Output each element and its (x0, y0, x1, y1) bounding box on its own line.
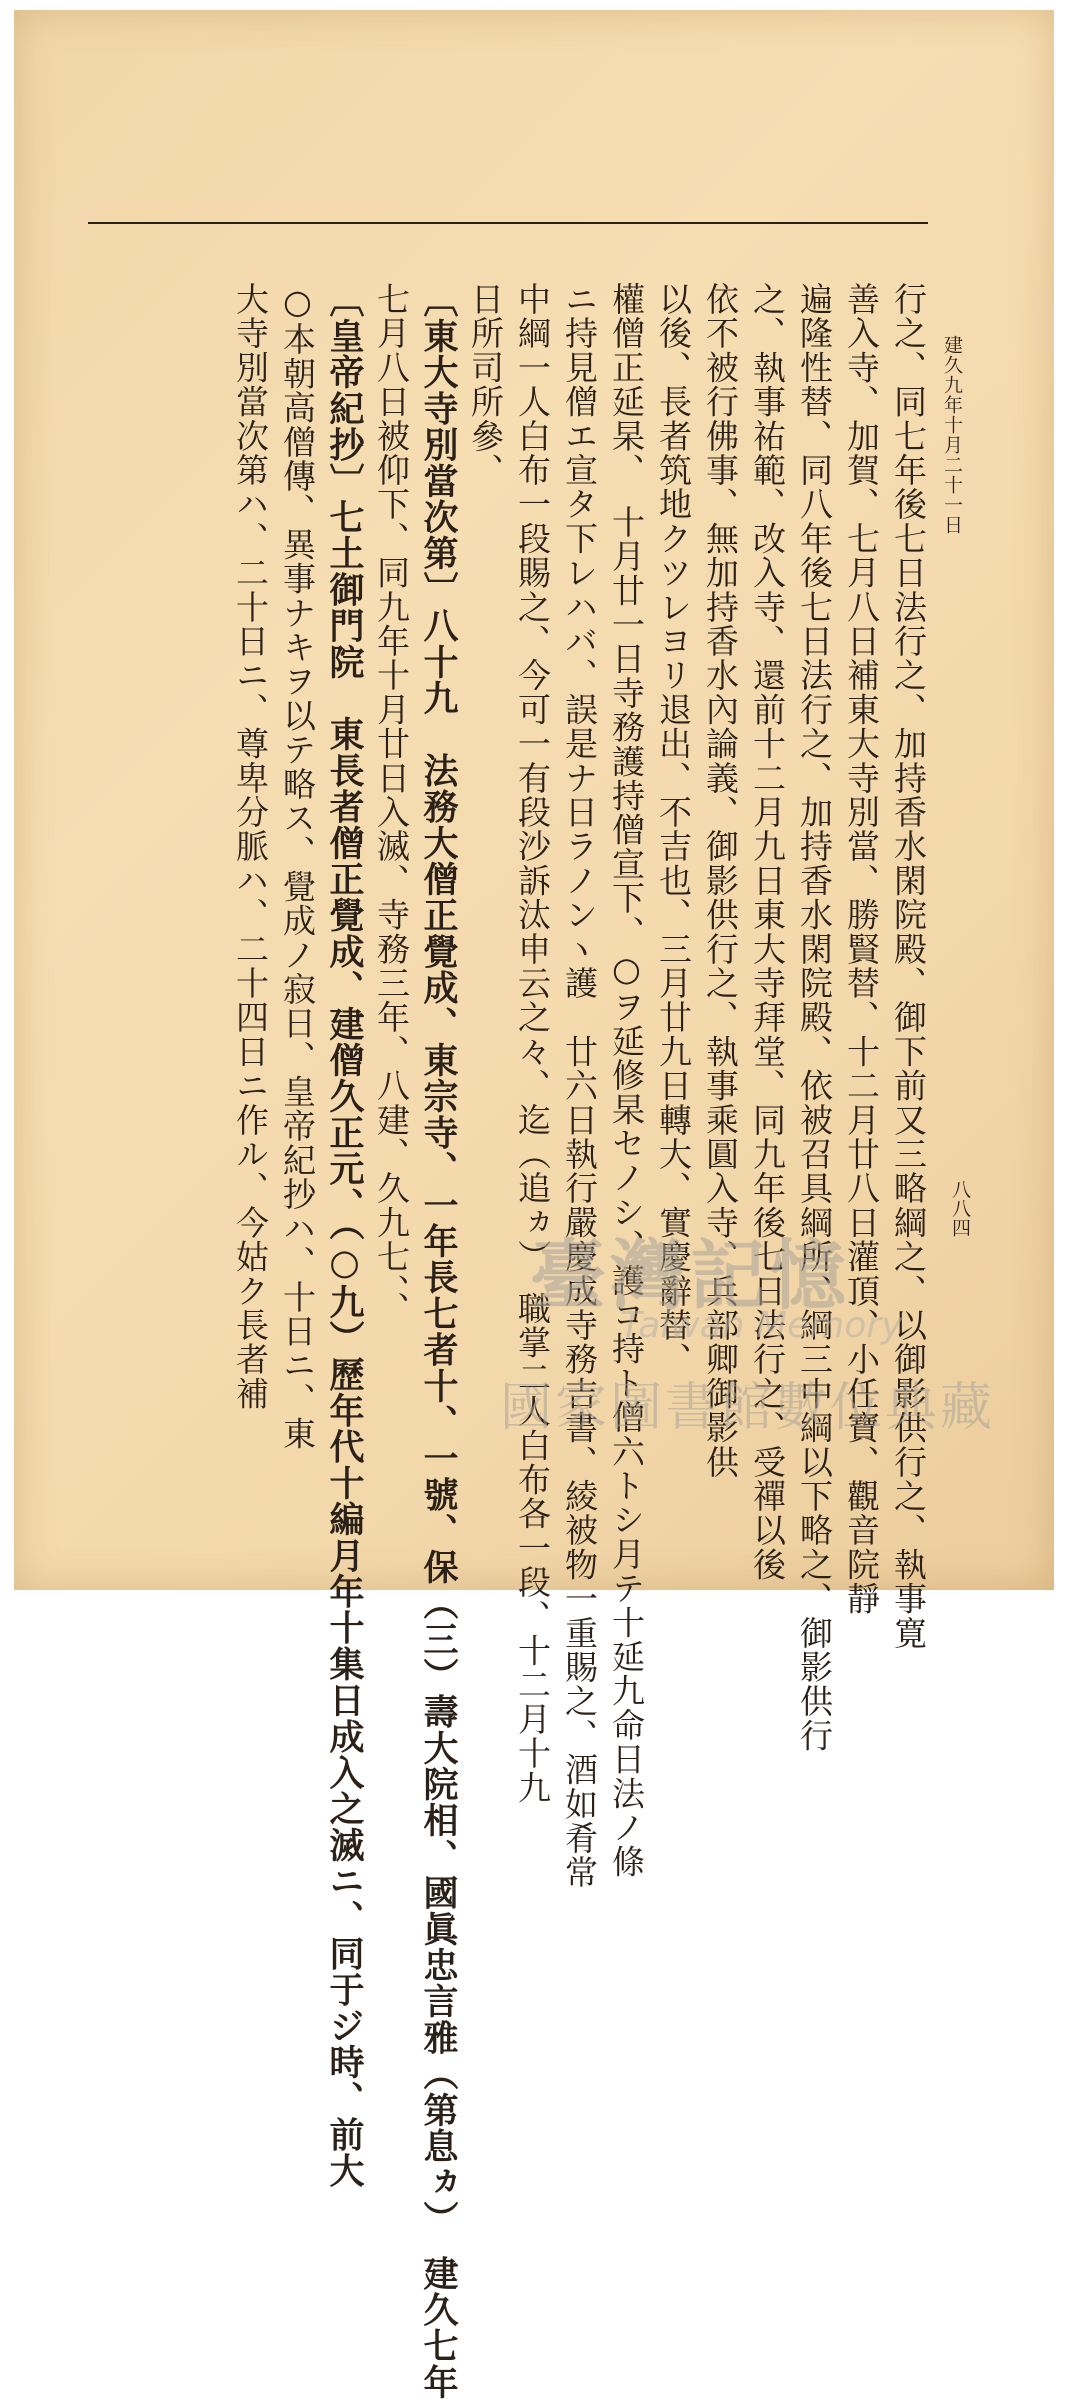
page-number: 八八四 (949, 1180, 971, 1237)
text-column-14: ○本朝高僧傳、異事ナキヲ以テ略ス、覺成ノ寂日、皇帝紀抄ハ、十日ニ、東 (278, 282, 317, 1451)
header-rule (88, 222, 928, 224)
watermark-subtitle: 國家圖書館數位典藏 (500, 1378, 996, 1438)
section-heading-koteikisho: 〔皇帝紀抄〕七土御門院 東長者僧正覺成、建僧久正元、（○九）歷年代十編月年十集日成入之滅ニ、同于ジ時、前大 (324, 282, 365, 2190)
text-column-12: 七月八日被仰下、同九年十月廿日入滅、寺務三年、八建、久九七、、 (372, 282, 411, 1326)
book-page (14, 10, 1054, 2400)
text-column-5: 依不被行佛事、無加持香水內論義、御影供行之、執事乘圓入寺、兵部卿御影供 (701, 282, 740, 1479)
text-column-6: 以後、長者筑地クツレヨリ退出、不吉也、三月廿九日轉大、實慶辭替、 (654, 282, 693, 1377)
watermark-title: 臺灣記憶 (530, 1231, 850, 1320)
text-column-1: 行之、同七年後七日法行之、加持香水閑院殿、御下前又三略綱之、以御影供行之、執事寛 (889, 282, 928, 1650)
text-column-3: 遍隆性替、同八年後七日法行之、加持香水閑院殿、依被召具綱所、綱三中綱以下略之、御影供行 (795, 282, 834, 1753)
text-column-4: 之、執事祐範、改入寺、還前十二月九日東大寺拜堂、同九年後七日法行之、受禪以後 (748, 282, 787, 1582)
section-heading-todaiji: 〔東大寺別當次第〕八十九 法務大僧正覺成、東宗寺、一年長七者十、一號、保（三）壽大院相、國眞忠言雅（第息ヵ） 建久七年 (418, 282, 459, 2400)
text-column-8: ニ持見僧エ宣タ下レハバ、誤是ナ日ラノンヽ護 廿六日執行嚴慶成寺務吉書、綾被物一重賜之、酒如肴常 (560, 282, 599, 1890)
text-column-9: 中綱一人白布一段賜之、今可一有段沙訴汰申云之々、迄（追ヵ） 職掌二人白布各一段、十二月十九 (513, 282, 552, 1805)
text-column-2: 善入寺、加賀、七月八日補東大寺別當、勝賢替、十二月廿八日灌頂、小任寶、觀音院靜 (842, 282, 881, 1616)
text-column-15: 大寺別當次第ハ、二十日ニ、尊卑分脈ハ、二十四日ニ作ル、今姑ク長者補 (231, 282, 270, 1411)
watermark (500, 1215, 1000, 1445)
watermark-subtitle-en: Taiwan Memory (620, 1305, 903, 1346)
text-column-10: 日所司所參、 (466, 282, 505, 488)
running-header: 建久九年十月二十一日 (941, 335, 963, 535)
text-column-7: 權僧正延杲、 十月廿一日寺務護持僧宣下、○ヲ延修杲セノシ、護コ持ト僧六トシ月テ十延九命日法ノ條 (607, 282, 646, 1879)
